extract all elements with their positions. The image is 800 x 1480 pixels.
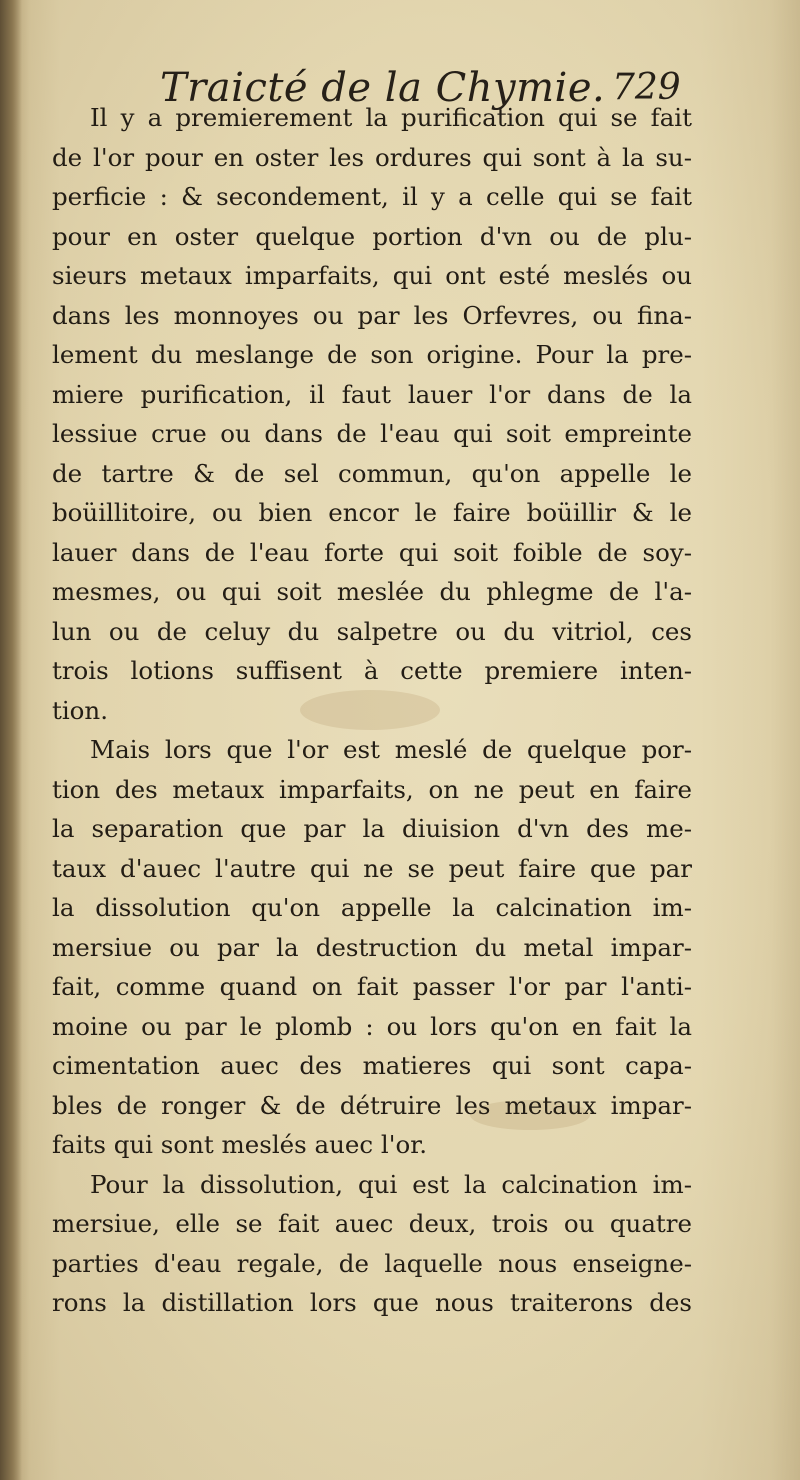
text-line: pour en oster quelque portion d'vn ou de plu- <box>52 221 692 251</box>
text-line: lun ou de celuy du salpetre ou du vitriol, ces <box>52 616 692 646</box>
text-line: de l'or pour en oster les ordures qui sont à la su- <box>52 142 692 172</box>
text-line: bles de ronger & de détruire les metaux impar- <box>52 1090 692 1120</box>
text-line: la separation que par la diuision d'vn des me- <box>52 814 692 843</box>
text-line: dans les monnoyes ou par les Orfevres, ou fina- <box>52 300 692 330</box>
text-line: cimentation auec des matieres qui sont capa- <box>52 1051 692 1080</box>
text-line: trois lotions suffisent à cette premiere inten- <box>52 656 692 685</box>
text-line: mesmes, ou qui soit meslée du phlegme de l'a- <box>52 577 692 606</box>
text-line: tion des metaux imparfaits, on ne peut en faire <box>52 774 692 804</box>
text-line: fait, comme quand on fait passer l'or par l'anti- <box>52 972 692 1001</box>
text-line: boüillitoire, ou bien encor le faire boüillir & le <box>52 498 692 527</box>
text-line: rons la distillation lors que nous traiterons des <box>52 1288 692 1317</box>
text-line: sieurs metaux imparfaits, qui ont esté meslés ou <box>52 261 692 290</box>
text-line: miere purification, il faut lauer l'or dans de la <box>52 379 692 409</box>
text-line: moine ou par le plomb : ou lors qu'on en fait la <box>52 1011 692 1041</box>
text-line: faits qui sont meslés auec l'or. <box>52 1130 428 1159</box>
text-line: perficie : & secondement, il y a celle qui se fait <box>52 182 692 211</box>
text-line: Mais lors que l'or est meslé de quelque por- <box>90 735 692 764</box>
text-line: la dissolution qu'on appelle la calcination im- <box>52 893 692 922</box>
text-line: tion. <box>52 695 108 725</box>
text-line: lement du meslange de son origine. Pour la pre- <box>52 340 692 369</box>
text-line: parties d'eau regale, de laquelle nous enseigne- <box>52 1248 692 1278</box>
text-line: lessiue crue ou dans de l'eau qui soit empreinte <box>52 419 692 448</box>
running-title: Traicté de la Chymie. <box>160 65 606 111</box>
text-line: lauer dans de l'eau forte qui soit foible de soy- <box>52 537 692 567</box>
page-number: 729 <box>612 67 681 108</box>
text-line: de tartre & de sel commun, qu'on appelle le <box>52 458 692 488</box>
body-text <box>52 98 692 1323</box>
text-line: taux d'auec l'autre qui ne se peut faire que par <box>52 853 692 883</box>
text-line: mersiue ou par la destruction du metal impar- <box>52 932 692 962</box>
text-line: Pour la dissolution, qui est la calcination im- <box>90 1169 692 1199</box>
text-line: Il y a premierement la purification qui se fait <box>90 103 692 132</box>
page-spine-shadow <box>0 0 22 1480</box>
text-line: mersiue, elle se fait auec deux, trois ou quatre <box>52 1209 692 1238</box>
